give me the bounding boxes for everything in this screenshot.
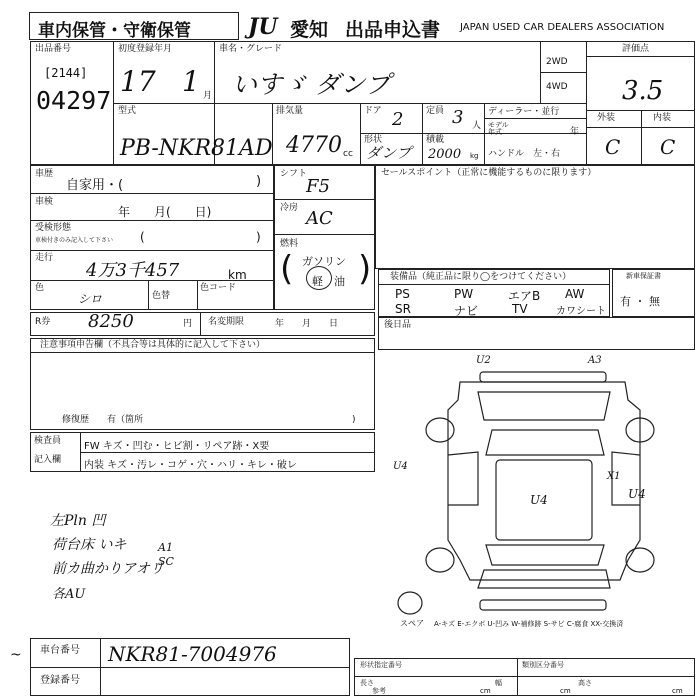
- fuel-bracket-right: ): [358, 249, 372, 289]
- first-reg-label: 初度登録年月: [118, 44, 173, 54]
- capacity-label: 定員: [426, 106, 445, 116]
- later-items-label: 後日品: [384, 320, 412, 330]
- type-note-label: 類別区分番号: [522, 661, 564, 669]
- doors-value: 2: [392, 109, 404, 130]
- mark-a3: A3: [588, 355, 602, 366]
- capacity-unit: 人: [472, 121, 482, 131]
- chassis-label: 車台番号: [40, 645, 80, 656]
- form-title: 出品申込書: [345, 19, 441, 41]
- name-label: 車名・グレード: [219, 44, 283, 54]
- name-change-value: 年 月 日: [275, 319, 339, 329]
- side-note-a: A1: [158, 541, 173, 554]
- rear-window: [486, 545, 604, 565]
- equip-aw: AW: [565, 287, 585, 301]
- exterior-label: 外装: [597, 113, 616, 123]
- side-note-s: SC: [158, 555, 174, 568]
- mark-x1: X1: [607, 471, 621, 482]
- fw-row: FW キズ・凹む・ヒビ割・リペア跡・X要: [84, 441, 270, 452]
- interior-row: 内装 キズ・汚レ・コゲ・穴・ハリ・キレ・破レ: [84, 460, 297, 471]
- equip-sr: SR: [395, 302, 411, 316]
- mileage-unit: km: [228, 268, 247, 282]
- note-line-4: 各AU: [52, 587, 86, 602]
- trunk: [478, 570, 610, 588]
- displacement-value: 4770: [286, 133, 342, 158]
- left-front-door: [448, 452, 478, 505]
- exterior-grade: C: [605, 135, 621, 159]
- load-value: 2000: [428, 147, 462, 162]
- association-en: JAPAN USED CAR DEALERS ASSOCIATION: [460, 22, 665, 33]
- height-cm: cm: [672, 687, 683, 695]
- inspection-label: 車検: [35, 197, 54, 207]
- height-label: 高さ: [578, 679, 592, 687]
- inspection-sub-note: 車検付きのみ記入して下さい: [35, 237, 114, 244]
- inspection-sub-label: 受検形態: [35, 223, 72, 233]
- repair-label: 修復歴 有（箇所: [62, 415, 144, 425]
- front-bumper: [480, 372, 606, 382]
- entry-label: 記入欄: [34, 455, 62, 465]
- reg-month: 1: [182, 65, 200, 98]
- rear-bumper: [480, 600, 606, 610]
- history-value: 自家用・(: [66, 178, 124, 193]
- score-value: 3.5: [622, 76, 664, 106]
- name-change-label: 名変期限: [208, 317, 245, 327]
- storage-note: 車内保管・守衛保管: [38, 21, 191, 41]
- handle-label: ハンドル 左・右: [488, 149, 561, 159]
- shift-label: シフト: [280, 169, 308, 179]
- wheel-fl: [426, 418, 454, 442]
- equip-leather-seat: カワシート: [556, 306, 606, 317]
- model-year-label: モデル 年式: [488, 121, 509, 136]
- r-unit: 円: [183, 319, 193, 329]
- equip-tv: TV: [512, 302, 528, 316]
- shape-label: 形状: [364, 135, 383, 145]
- mark-u4-right: U4: [628, 487, 646, 501]
- ref-label: 参考: [372, 687, 386, 695]
- drive-4wd: 4WD: [546, 82, 568, 92]
- notes-label: 注意事項申告欄（不具合等は具体的に記入して下さい）: [40, 340, 266, 350]
- warranty-value: 有 ・ 無: [620, 295, 660, 308]
- inspection-value: 年 月( 日): [118, 205, 212, 219]
- ju-logo: JU: [248, 14, 278, 40]
- equip-label: 装備品（純正品に限り◯をつけてください）: [390, 272, 572, 282]
- mark-u2: U2: [476, 355, 491, 366]
- chassis-value: NKR81-7004976: [108, 642, 277, 666]
- repair-close: ): [352, 415, 356, 425]
- displacement-unit: cc: [343, 149, 353, 159]
- lot-number: 04297: [36, 86, 112, 115]
- mark-spare: スペア: [400, 619, 424, 628]
- fuel-label: 燃料: [280, 239, 299, 249]
- color-label: 色: [35, 283, 45, 293]
- month-unit: 月: [203, 91, 213, 101]
- equip-ps: PS: [395, 287, 410, 301]
- width-label: 幅: [495, 679, 502, 687]
- note-line-2: 荷台床 いキ: [52, 537, 127, 553]
- fuel-oil: 油: [334, 275, 345, 288]
- year-unit: 年: [570, 127, 580, 137]
- equip-navi: ナビ: [454, 304, 479, 318]
- drive-2wd: 2WD: [546, 57, 568, 67]
- length-cm: cm: [480, 687, 491, 695]
- length-label: 長さ: [360, 679, 374, 687]
- windshield: [486, 430, 604, 455]
- reg-label: 登録番号: [40, 675, 80, 686]
- displacement-label: 排気量: [276, 106, 304, 116]
- interior-grade: C: [660, 135, 676, 159]
- capacity-value: 3: [452, 107, 464, 128]
- warranty-label: 新車保証書: [626, 272, 661, 280]
- color-code-label: 色コード: [200, 283, 237, 293]
- wheel-rl: [426, 548, 454, 572]
- damage-legend: A-キズ E-エクボ U-凹み W-補修跡 S-サビ C-腐食 XX-交換済: [434, 620, 624, 628]
- ac-label: 冷房: [280, 203, 299, 213]
- color-value: シロ: [78, 292, 103, 306]
- wheel-rr: [626, 548, 654, 572]
- mileage-value: 4万3千457: [86, 260, 180, 281]
- history-close: ): [256, 174, 262, 189]
- inspection-sub-close: ): [256, 230, 261, 244]
- spare-tire: [398, 592, 422, 614]
- hood: [478, 392, 610, 420]
- equip-pw: PW: [454, 287, 474, 301]
- ac-value: AC: [306, 208, 333, 229]
- shift-value: F5: [306, 176, 330, 197]
- score-label: 評価点: [622, 44, 650, 54]
- shape-value: ダンプ: [366, 144, 412, 162]
- model-code: PB-NKR81AD: [120, 136, 273, 161]
- mark-u4-left: U4: [393, 461, 408, 472]
- r-label: R券: [35, 317, 51, 327]
- width-cm: cm: [560, 687, 571, 695]
- history-label: 車歴: [35, 169, 54, 179]
- fuel-gas: ガソリン: [302, 255, 346, 268]
- lot-label: 出品番号: [35, 44, 72, 54]
- association-jp: 愛知: [290, 19, 329, 41]
- note-line-1: 左Pln 凹: [50, 513, 106, 529]
- sales-point-label: セールスポイント（正常に機能するものに限ります）: [381, 168, 597, 178]
- load-label: 積載: [426, 135, 445, 145]
- inspector-label: 検査員: [34, 436, 62, 446]
- fuel-light: 軽: [312, 275, 323, 288]
- fuel-bracket-left: (: [280, 249, 294, 289]
- dealer-label: ディーラー・並行: [488, 107, 560, 117]
- margin-mark: ~: [10, 647, 22, 663]
- model-label: 型式: [118, 106, 137, 116]
- note-line-3: 前カ曲かりアオリ: [52, 561, 164, 577]
- r-value: 8250: [88, 311, 134, 332]
- reg-year: 17: [120, 65, 156, 98]
- shape-note-label: 形状指定番号: [360, 661, 402, 669]
- inspection-sub-bracket: (: [140, 230, 145, 244]
- mark-u4-center: U4: [530, 493, 548, 507]
- load-unit: kg: [470, 152, 479, 160]
- doors-label: ドア: [364, 106, 382, 116]
- interior-label: 内装: [653, 113, 672, 123]
- vehicle-name: いすゞ ダンプ: [232, 70, 391, 99]
- lot-code: [2144]: [44, 66, 88, 80]
- color-change-label: 色替: [152, 291, 171, 301]
- equip-airbag: エアB: [508, 289, 541, 303]
- mileage-label: 走行: [35, 253, 54, 263]
